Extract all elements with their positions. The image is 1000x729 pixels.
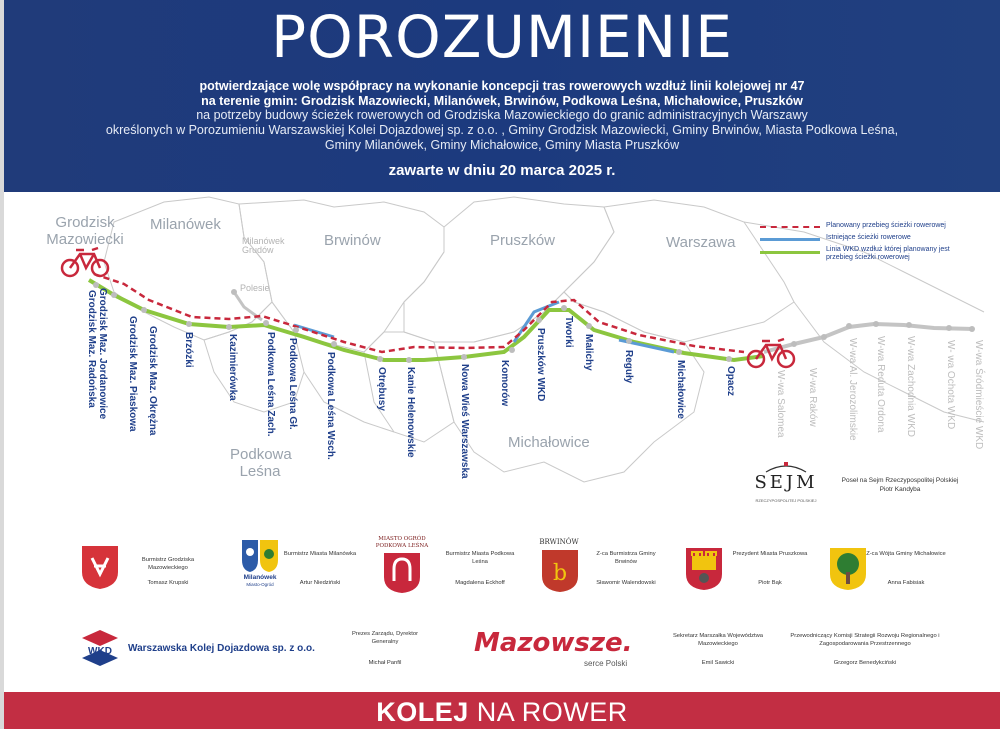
subtitle-line-5: Gminy Milanówek, Gminy Michałowice, Gminy Miasta Pruszków [324, 138, 680, 152]
brwinow-coat-of-arms-icon [540, 548, 580, 592]
route-map [4, 192, 1000, 532]
subtitle-line-1: potwierdzające wolę współpracy na wykonanie koncepcji tras rowerowych wzdłuż linii kolejowej nr 47 [199, 79, 805, 93]
legend-swatch-planned [760, 226, 820, 228]
label-polesie: Polesie [240, 283, 270, 293]
map-legend [760, 222, 980, 264]
brwinow-caption: BRWINÓW [539, 538, 579, 546]
station-label: Otrębusy [376, 367, 387, 411]
label-milanowek-grudow: Milanówek Grudów [242, 236, 285, 255]
station-label: Opacz [725, 366, 736, 397]
station-label: Pruszków WKD [535, 328, 546, 402]
municipality-milanowek: Milanówek [150, 216, 221, 233]
bike-icon [62, 248, 108, 276]
svg-text:b: b [552, 561, 568, 586]
signatory-name: Anna Fabisiak [887, 580, 925, 586]
station-label: Malichy [583, 334, 594, 371]
subtitle-line-3: na potrzeby budowy ścieżek rowerowych od Grodziska Mazowieckiego do granic administracyjnych Warszawy [196, 108, 808, 122]
signatory-role: Prezydent Miasta Pruszkowa [732, 551, 808, 557]
station-label: Grodzisk Maz. Piaskowa [127, 316, 138, 432]
signatory-name: Artur Niedziński [299, 580, 341, 586]
wkd-logo-icon [78, 628, 122, 672]
mazowsze-logo: Mazowsze. [474, 628, 633, 658]
sejm-logo: SEJM RZECZYPOSPOLITEJ POLSKIEJ [746, 460, 826, 512]
station-label: Michałowice [675, 360, 686, 419]
pruszkow-coat-of-arms-icon [684, 546, 724, 590]
station-label: Grodzisk Maz. Okrężna [147, 326, 158, 436]
subtitle-line-2: na terenie gmin: Grodzisk Mazowiecki, Milanówek, Brwinów, Podkowa Leśna, Michałowice, Pruszków [201, 94, 803, 108]
agreement-date: zawarte w dniu 20 marca 2025 r. [388, 162, 616, 179]
legend-swatch-existing [760, 238, 820, 241]
station-label-warsaw: W-wa Reduta Ordona [875, 336, 886, 433]
station-label-warsaw: W- wa Ochota WKD [945, 340, 956, 430]
station-label: Tworki [563, 316, 574, 348]
station-label: Reguły [623, 350, 634, 384]
signatory-name: Tomasz Krupski [147, 580, 189, 586]
station-label: Komorów [499, 360, 510, 407]
signatory-name: Sławomir Walendowski [596, 580, 656, 586]
station-label: Podkowa Leśna Gł. [287, 338, 298, 430]
wkd-company-name: Warszawska Kolej Dojazdowa sp. z o.o. [128, 643, 315, 654]
municipality-podkowa: Podkowa Leśna [230, 446, 292, 480]
station-label: Nowa Wieś Warszawska [459, 364, 470, 479]
legend-item-existing: Istniejące ścieżki rowerowe [760, 234, 980, 246]
municipality-pruszkow: Pruszków [490, 232, 556, 249]
signatory-name: Piotr Bąk [758, 580, 782, 586]
signatory-role: Burmistrz Grodziska Mazowieckiego [141, 557, 195, 571]
station-label: Grodzisk Maz. Radońska [86, 290, 97, 408]
station-label: Podkowa Leśna Zach. [265, 332, 276, 437]
mazowsze-tagline: serce Polski [584, 659, 628, 668]
marshal-signatory-name: Emil Sawicki [701, 660, 735, 666]
footer-rest: NA ROWER [468, 697, 628, 727]
station-label: Kazimierówka [227, 334, 238, 401]
podkowa-caption: MIASTO OGRÓD PODKOWA LEŚNA [375, 536, 429, 549]
signatory-role: Burmistrz Miasta Podkowa Leśna [445, 551, 515, 565]
signatory-role: Z-ca Burmistrza Gminy Brwinów [596, 551, 656, 565]
sejm-signatory: Poseł na Sejm Rzeczypospolitej Polskiej Piotr Kandyba [841, 477, 959, 493]
michalowice-coat-of-arms-icon [828, 546, 868, 590]
station-label: Kanie Helenowskie [405, 367, 416, 458]
station-label: Brzózki [183, 332, 194, 368]
grodzisk-coat-of-arms-icon [80, 544, 120, 590]
milanowek-coat-of-arms-icon [240, 538, 280, 574]
marshal-signatory-role: Sekretarz Marszałka Województwa Mazowieckiego [672, 633, 764, 647]
footer-banner [4, 692, 1000, 729]
footer-bold: KOLEJ [376, 697, 469, 727]
station-label-warsaw: W-wa Śródmieście WKD [973, 340, 984, 450]
station-label: Podkowa Leśna Wsch. [325, 352, 336, 460]
wkd-signatory-name: Michał Panfil [368, 660, 402, 666]
station-label-warsaw: W-wa Zachodnia WKD [905, 336, 916, 437]
milanowek-caption-2: Miasto-Ogród [246, 582, 274, 587]
wkd-signatory-role: Prezes Zarządu, Dyrektor Generalny [351, 631, 419, 645]
subtitle-line-4: określonych w Porozumieniu Warszawskiej Kolei Dojazdowej sp. z o.o. , Gminy Grodzisk Mazowiecki, Gminy Brwinów, Miasta Podkowa Leśna, [105, 123, 899, 137]
legend-item-wkd: Linia WKD wzdłuż której planowany jest przebieg ścieżki rowerowej [760, 246, 980, 264]
signatory-name: Magdalena Eckhoff [455, 580, 505, 586]
bike-icon [748, 339, 794, 367]
header-banner [4, 0, 1000, 192]
page-title: POROZUMIENIE [271, 3, 733, 71]
station-label-warsaw: W-wa Salomea [775, 370, 786, 438]
station-label-warsaw: W-wa Al. Jerozolimskie [847, 338, 858, 441]
committee-signatory-role: Przewodniczący Komisji Strategii Rozwoju Regionalnego i Zagospodarowania Przestrzennego [790, 633, 940, 647]
municipality-grodzisk: Grodzisk Mazowiecki [46, 214, 124, 248]
svg-text:WKD: WKD [88, 646, 112, 657]
station-label-warsaw: W-wa Raków [807, 368, 818, 427]
station-label: Grodzisk Maz. Jordanowice [97, 288, 108, 420]
municipality-michalowice: Michałowice [508, 434, 590, 451]
poster [4, 0, 1000, 729]
committee-signatory-name: Grzegorz Benedykciński [833, 660, 897, 666]
milanowek-caption: Milanówek [243, 574, 277, 581]
podkowa-coat-of-arms-icon [382, 551, 422, 593]
legend-swatch-wkd [760, 251, 820, 254]
signatory-role: Burmistrz Miasta Milanówka [283, 551, 357, 557]
legend-item-planned: Planowany przebieg ścieżki rowerowej [760, 222, 980, 234]
municipality-warszawa: Warszawa [666, 234, 736, 251]
municipality-brwinow: Brwinów [324, 232, 381, 249]
signatory-role: Z-ca Wójta Gminy Michałowice [866, 551, 946, 557]
